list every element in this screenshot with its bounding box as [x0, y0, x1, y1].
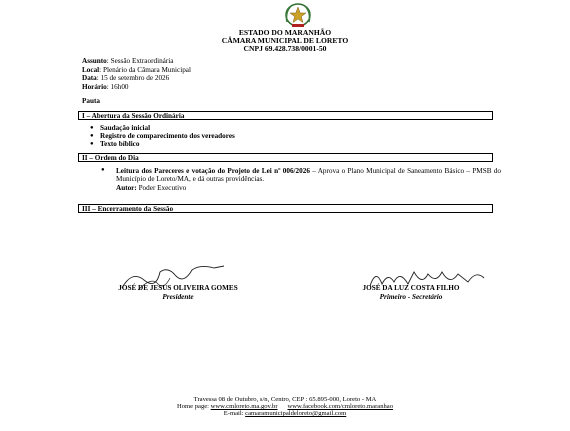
autor-value: Poder Executivo	[136, 183, 187, 192]
meta-assunto	[82, 57, 173, 66]
header-state: ESTADO DO MARANHÃO	[238, 28, 332, 37]
autor-label: Autor:	[116, 183, 137, 192]
section-abertura: I – Abertura da Sessão Ordinária	[78, 111, 493, 120]
list-item: ● Saudação inicial	[90, 124, 151, 132]
section-encerramento: III – Encerramento da Sessão	[78, 204, 493, 213]
signer-name: JOSÉ DA LUZ COSTA FILHO	[362, 284, 460, 292]
signer-role: Primeiro - Secretário	[379, 293, 443, 301]
local-value: : Plenário da Câmara Municipal	[99, 66, 191, 74]
section-ordem-do-dia: II – Ordem do Dia	[78, 153, 493, 162]
assunto-value: : Sessão Extraordinária	[106, 57, 174, 65]
horario-label: Horário	[82, 83, 107, 91]
signature-block-president	[80, 284, 276, 302]
pauta-heading: Pauta	[82, 97, 100, 105]
meta-data	[82, 74, 169, 83]
data-label: Data	[82, 74, 97, 82]
ordem-title: Leitura dos Pareceres e votação do Projeto de Lei nº 006/2026	[116, 167, 310, 175]
header-cnpj: CNPJ 69.428.738/0001-50	[243, 44, 327, 53]
bullet-icon: ●	[90, 141, 94, 147]
signer-name: JOSÉ DE JESUS OLIVEIRA GOMES	[118, 284, 238, 292]
state-seal-emblem	[283, 2, 313, 29]
local-label: Local	[82, 66, 100, 74]
horario-value: : 16h00	[106, 83, 129, 91]
ordem-item	[116, 167, 501, 192]
signature-block-secretary	[336, 284, 486, 302]
list-item: ● Registro de comparecimento dos vereadores	[90, 132, 235, 140]
home-label: Home page:	[176, 403, 211, 410]
footer-address: Travessa 08 de Outubro, s/n, Centro, CEP : 65.895-000, Loreto - MA	[193, 396, 377, 403]
meta-horario	[82, 83, 129, 92]
signer-role: Presidente	[162, 293, 194, 301]
header-chamber: CÂMARA MUNICIPAL DE LORETO	[221, 36, 349, 45]
bullet-icon: ●	[90, 125, 94, 131]
ordem-description: – Aprova o Plano Municipal de Saneamento Básico – PMSB do Município de Loreto/MA, e dá outras providências.	[116, 167, 501, 184]
bullet-icon: ●	[101, 167, 105, 173]
email-label: E-mail:	[223, 410, 246, 417]
email-link[interactable]: camaramunicipaldeloreto@gmail.com	[245, 410, 347, 417]
bullet-icon: ●	[90, 133, 94, 139]
list-item: ● Texto bíblico	[90, 140, 140, 148]
footer-email	[0, 410, 570, 417]
data-value: : 15 de setembro de 2026	[96, 74, 170, 82]
facebook-link[interactable]: www.facebook.com/cmloreto.maranhao	[287, 403, 394, 410]
home-page-link[interactable]: www.cmloreto.ma.gov.br	[210, 403, 278, 410]
assunto-label: Assunto	[82, 57, 107, 65]
